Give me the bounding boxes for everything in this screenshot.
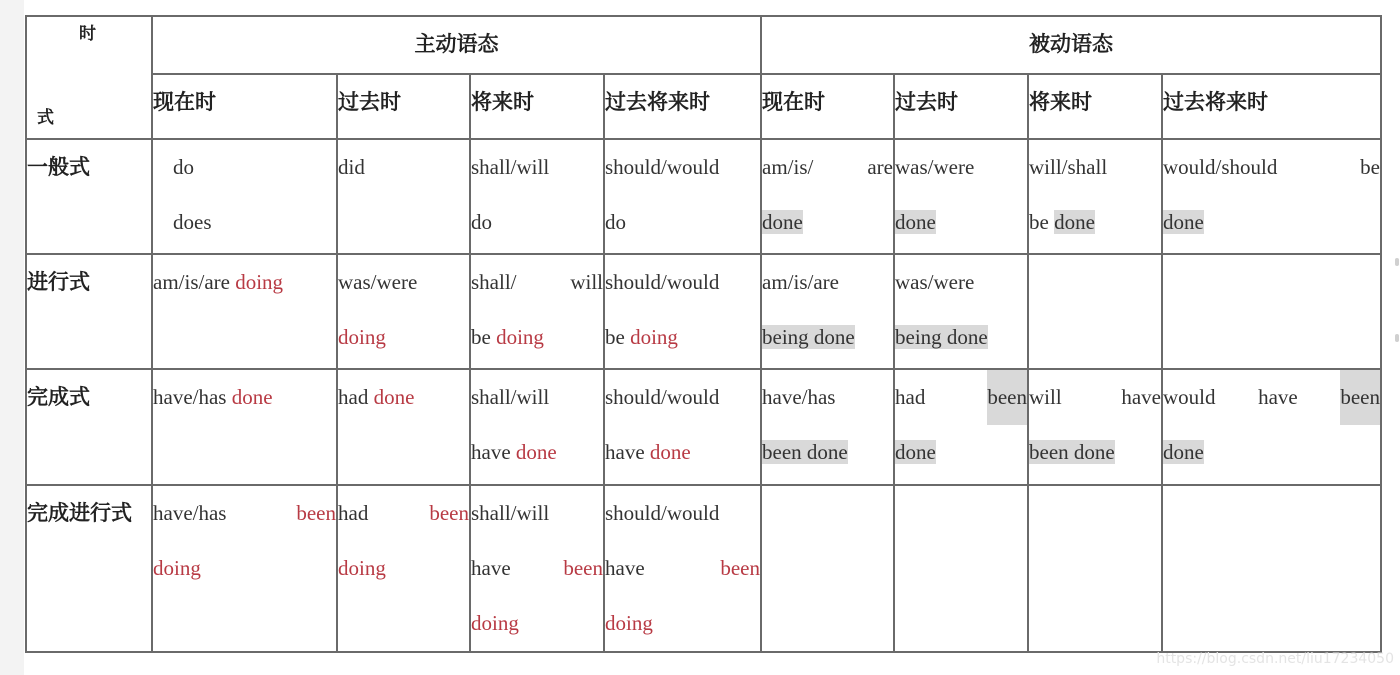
cell-text: have/has — [153, 501, 227, 525]
cell-text: would/should — [1163, 155, 1278, 179]
aspect-label: 一般式 — [26, 139, 152, 254]
cell-text: did — [338, 155, 365, 179]
highlighted-text: done — [895, 210, 936, 234]
cell-text: have — [1258, 385, 1298, 409]
cell-text: had — [895, 385, 926, 409]
cell-text: have — [471, 556, 511, 580]
red-text: been — [720, 556, 760, 580]
active-cell — [152, 139, 337, 254]
red-text: doing — [235, 270, 284, 294]
page-margin — [0, 0, 24, 675]
cell-text: will/shall — [1029, 155, 1108, 179]
highlighted-text: done — [895, 440, 936, 464]
cell-text: shall/will — [471, 501, 550, 525]
cell-text: shall/will — [471, 155, 550, 179]
aspect-label: 进行式 — [26, 254, 152, 369]
cell-text: are — [867, 155, 893, 179]
table-row-progressive — [26, 254, 1381, 369]
red-text: done — [515, 440, 557, 464]
cell-text: had — [338, 385, 369, 409]
red-text: doing — [605, 611, 653, 635]
passive-cell — [1028, 139, 1162, 254]
active-cell — [337, 485, 470, 652]
active-cell — [470, 485, 604, 652]
passive-cell-empty — [1162, 485, 1381, 652]
red-text: done — [231, 385, 273, 409]
active-cell — [152, 485, 337, 652]
active-cell — [604, 485, 761, 652]
aspect-label: 完成式 — [26, 369, 152, 485]
red-text: doing — [471, 611, 519, 635]
cell-text: have — [1121, 385, 1161, 409]
passive-tense-past-future: 过去将来时 — [1162, 74, 1381, 139]
cell-text: should/would — [605, 501, 720, 525]
cell-text: do — [605, 210, 626, 234]
cell-text: have/has — [762, 385, 836, 409]
passive-cell — [894, 254, 1028, 369]
red-text: been — [296, 501, 336, 525]
active-cell — [337, 139, 470, 254]
red-text: done — [649, 440, 691, 464]
passive-cell-empty — [1162, 254, 1381, 369]
scroll-dot-icon — [1395, 258, 1399, 266]
highlighted-text: been done — [1029, 440, 1115, 464]
active-cell — [470, 139, 604, 254]
corner-label-tense: 时 — [79, 24, 96, 44]
active-cell — [152, 369, 337, 485]
cell-text: am/is/ — [762, 155, 814, 179]
cell-text: have — [471, 440, 511, 464]
cell-text: would — [1163, 385, 1216, 409]
scroll-dot-icon — [1395, 334, 1399, 342]
active-cell — [337, 254, 470, 369]
passive-cell — [1162, 369, 1381, 485]
highlighted-text: done — [1054, 210, 1095, 234]
table-row-perfect-progressive — [26, 485, 1381, 652]
active-cell — [604, 254, 761, 369]
red-text: doing — [630, 325, 678, 349]
highlighted-text: being done — [762, 325, 855, 349]
red-text: been — [563, 556, 603, 580]
cell-text: was/were — [338, 270, 418, 294]
passive-cell — [761, 369, 894, 485]
cell-text: was/were — [895, 270, 975, 294]
red-text: doing — [153, 556, 201, 580]
active-tense-past: 过去时 — [337, 74, 470, 139]
active-cell — [152, 254, 337, 369]
cell-text: does — [173, 210, 212, 234]
cell-text: have — [605, 440, 645, 464]
active-tense-present: 现在时 — [152, 74, 337, 139]
aspect-label: 完成进行式 — [26, 485, 152, 652]
cell-text: had — [338, 501, 369, 525]
red-text: doing — [496, 325, 544, 349]
cell-text: will — [570, 270, 603, 294]
cell-text: do — [173, 155, 194, 179]
active-cell — [470, 369, 604, 485]
active-cell — [604, 369, 761, 485]
cell-text: should/would — [605, 385, 720, 409]
highlighted-text: done — [762, 210, 803, 234]
highlighted-text: been — [1340, 370, 1380, 425]
cell-text: should/would — [605, 270, 720, 294]
cell-text: shall/will — [471, 385, 550, 409]
table-row-simple — [26, 139, 1381, 254]
active-cell — [604, 139, 761, 254]
active-tense-past-future: 过去将来时 — [604, 74, 761, 139]
cell-text: be — [1360, 155, 1380, 179]
cell-text: was/were — [895, 155, 975, 179]
cell-text: am/is/are — [762, 270, 839, 294]
red-text: doing — [338, 325, 386, 349]
cell-text: should/would — [605, 155, 720, 179]
red-text: done — [373, 385, 415, 409]
passive-cell-empty — [761, 485, 894, 652]
highlighted-text: done — [1163, 210, 1204, 234]
highlighted-text: done — [1163, 440, 1204, 464]
highlighted-text: being done — [895, 325, 988, 349]
passive-voice-header: 被动语态 — [761, 16, 1381, 74]
corner-label-aspect: 式 — [37, 108, 54, 128]
highlighted-text: been done — [762, 440, 848, 464]
active-cell — [337, 369, 470, 485]
cell-text: have — [605, 556, 645, 580]
passive-cell-empty — [894, 485, 1028, 652]
cell-text: be — [605, 325, 625, 349]
passive-cell — [1162, 139, 1381, 254]
passive-cell-empty — [1028, 254, 1162, 369]
passive-cell — [1028, 369, 1162, 485]
table-row-perfect — [26, 369, 1381, 485]
passive-tense-past: 过去时 — [894, 74, 1028, 139]
passive-tense-future: 将来时 — [1028, 74, 1162, 139]
passive-cell — [894, 369, 1028, 485]
active-voice-header: 主动语态 — [152, 16, 761, 74]
red-text: doing — [338, 556, 386, 580]
passive-cell — [761, 139, 894, 254]
cell-text: am/is/are — [153, 270, 230, 294]
passive-cell — [761, 254, 894, 369]
cell-text: will — [1029, 385, 1062, 409]
red-text: been — [429, 501, 469, 525]
active-tense-future: 将来时 — [470, 74, 604, 139]
watermark: https://blog.csdn.net/liu17234050 — [1156, 651, 1394, 667]
cell-text: be — [471, 325, 491, 349]
active-cell — [470, 254, 604, 369]
corner-header-cell — [26, 16, 152, 139]
highlighted-text: been — [987, 370, 1027, 425]
cell-text: have/has — [153, 385, 227, 409]
cell-text: shall/ — [471, 270, 517, 294]
passive-cell — [894, 139, 1028, 254]
tense-voice-table — [25, 15, 1382, 653]
cell-text: be — [1029, 210, 1049, 234]
passive-tense-present: 现在时 — [761, 74, 894, 139]
cell-text: do — [471, 210, 492, 234]
passive-cell-empty — [1028, 485, 1162, 652]
